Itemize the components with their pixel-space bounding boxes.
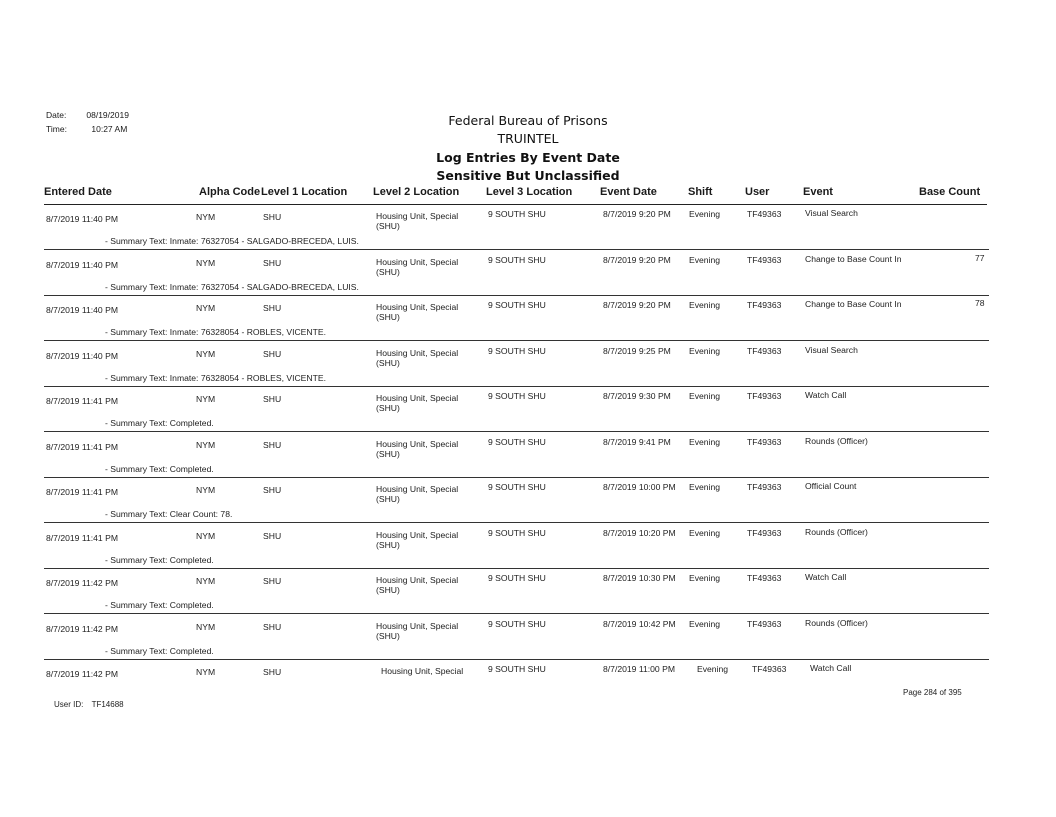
cell-level1: SHU [263,439,282,450]
cell-event: Change to Base Count In [805,253,902,264]
cell-event-date: 8/7/2019 10:20 PM [603,527,676,538]
cell-summary-text: - Summary Text: Completed. [105,600,214,610]
cell-entered-date: 8/7/2019 11:42 PM [46,578,118,588]
cell-event-date: 8/7/2019 9:30 PM [603,391,671,401]
cell-entered-date: 8/7/2019 11:40 PM [46,214,118,224]
cell-level3: 9 SOUTH SHU [488,618,546,629]
cell-event: Watch Call [805,572,847,582]
cell-level1: SHU [263,348,282,359]
cell-event: Rounds (Officer) [805,617,868,628]
row-divider [44,522,989,523]
cell-level2: Housing Unit, Special (SHU) [376,484,459,504]
cell-shift: Evening [689,618,721,629]
cell-user: TF49363 [747,300,782,310]
cell-level3: 9 SOUTH SHU [488,482,546,492]
system-name: TRUINTEL [497,131,559,146]
cell-alpha-code: NYM [196,439,216,450]
table-row [0,434,1056,479]
row-divider [44,431,989,432]
cell-shift: Evening [689,436,721,447]
cell-level1: SHU [263,257,282,268]
cell-event: Official Count [805,481,857,491]
table-row [0,297,1056,342]
footer-user-id [54,700,124,709]
cell-event-date: 8/7/2019 9:41 PM [603,436,671,447]
cell-alpha-code: NYM [196,257,216,268]
cell-event: Visual Search [805,344,858,355]
table-row [0,343,1056,388]
cell-shift: Evening [689,391,721,401]
cell-shift: Evening [689,254,721,265]
cell-alpha-code: NYM [196,621,216,632]
cell-event-date: 8/7/2019 10:30 PM [603,573,676,583]
cell-level1: SHU [263,621,282,632]
table-row [0,479,1056,524]
cell-user: TF49363 [752,664,787,674]
col-level3: Level 3 Location [486,186,573,198]
cell-entered-date: 8/7/2019 11:42 PM [46,623,118,634]
row-divider [44,386,989,387]
user-id-label: User ID: [54,700,84,709]
cell-summary-text: - Summary Text: Completed. [105,418,214,428]
cell-event-date: 8/7/2019 9:25 PM [603,345,671,356]
cell-entered-date: 8/7/2019 11:41 PM [46,396,118,406]
cell-shift: Evening [689,482,721,492]
cell-level3: 9 SOUTH SHU [488,436,546,447]
col-event-date: Event Date [600,186,657,198]
cell-level3: 9 SOUTH SHU [488,345,546,356]
cell-event: Rounds (Officer) [805,526,868,537]
cell-level1: SHU [263,485,282,495]
cell-level1: SHU [263,667,282,677]
row-divider [44,249,989,250]
cell-level3: 9 SOUTH SHU [488,209,546,219]
col-event: Event [803,186,833,198]
cell-event-date: 8/7/2019 10:00 PM [603,482,676,492]
cell-shift: Evening [697,664,729,674]
cell-alpha-code: NYM [196,303,216,313]
col-shift: Shift [688,186,713,198]
cell-level1: SHU [263,394,282,404]
cell-level2: Housing Unit, Special (SHU) [376,211,459,231]
cell-event-date: 8/7/2019 11:00 PM [603,664,675,674]
classification: Sensitive But Unclassified [436,168,620,183]
col-user: User [745,186,770,198]
col-level2: Level 2 Location [373,186,460,198]
cell-alpha-code: NYM [196,485,216,495]
cell-alpha-code: NYM [196,576,216,586]
cell-entered-date: 8/7/2019 11:41 PM [46,441,118,452]
header-divider [44,204,987,205]
cell-alpha-code: NYM [196,667,216,677]
cell-entered-date: 8/7/2019 11:40 PM [46,305,118,315]
cell-level3: 9 SOUTH SHU [488,573,546,583]
cell-user: TF49363 [747,482,782,492]
cell-alpha-code: NYM [196,348,216,359]
report-title: Log Entries By Event Date [436,150,620,165]
cell-summary-text: - Summary Text: Completed. [105,463,214,474]
row-divider [44,568,989,569]
time-value: 10:27 AM [91,124,128,134]
cell-alpha-code: NYM [196,394,216,404]
cell-level3: 9 SOUTH SHU [488,300,546,310]
table-row [0,661,1056,706]
cell-user: TF49363 [747,391,782,401]
cell-entered-date: 8/7/2019 11:41 PM [46,487,118,497]
cell-level1: SHU [263,303,282,313]
cell-summary-text: - Summary Text: Inmate: 76328054 - ROBLES, VICENTE. [105,372,326,383]
cell-level2: Housing Unit, Special (SHU) [376,256,459,277]
cell-level2: Housing Unit, Special (SHU) [376,438,459,459]
cell-level3: 9 SOUTH SHU [488,391,546,401]
cell-level3: 9 SOUTH SHU [488,527,546,538]
cell-user: TF49363 [747,254,782,265]
cell-entered-date: 8/7/2019 11:41 PM [46,532,118,543]
cell-entered-date: 8/7/2019 11:40 PM [46,350,118,361]
cell-event-date: 8/7/2019 10:42 PM [603,618,676,629]
cell-entered-date: 8/7/2019 11:42 PM [46,669,118,679]
table-row [0,616,1056,661]
cell-user: TF49363 [747,527,782,538]
cell-base-count: 78 [975,298,985,308]
cell-shift: Evening [689,209,721,219]
cell-user: TF49363 [747,436,782,447]
cell-base-count: 77 [975,252,985,263]
cell-user: TF49363 [747,209,782,219]
table-row [0,570,1056,615]
date-value: 08/19/2019 [86,110,129,120]
col-entered-date: Entered Date [44,186,112,198]
cell-level2: Housing Unit, Special (SHU) [376,620,459,641]
cell-event-date: 8/7/2019 9:20 PM [603,300,671,310]
cell-event: Rounds (Officer) [805,435,868,446]
cell-event: Watch Call [805,390,847,400]
table-row [0,206,1056,251]
row-divider [44,477,989,478]
row-divider [44,295,989,296]
page-number: Page 284 of 395 [903,688,962,697]
cell-event-date: 8/7/2019 9:20 PM [603,254,671,265]
cell-user: TF49363 [747,618,782,629]
cell-summary-text: - Summary Text: Inmate: 76328054 - ROBLES, VICENTE. [105,327,326,337]
table-row [0,525,1056,570]
col-base-count: Base Count [919,186,981,198]
date-label: Date: [46,110,67,120]
cell-event-date: 8/7/2019 9:20 PM [603,209,671,219]
cell-shift: Evening [689,345,721,356]
user-id-value: TF14688 [91,700,124,709]
cell-summary-text: - Summary Text: Clear Count: 78. [105,509,233,519]
row-divider [44,659,989,660]
cell-level2: Housing Unit, Special (SHU) [376,529,459,550]
row-divider [44,340,989,341]
cell-event: Change to Base Count In [805,299,902,309]
org-name: Federal Bureau of Prisons [448,113,608,128]
cell-summary-text: - Summary Text: Completed. [105,554,214,565]
col-alpha-code: Alpha Code [199,186,261,198]
cell-user: TF49363 [747,345,782,356]
cell-shift: Evening [689,300,721,310]
cell-level1: SHU [263,530,282,541]
cell-alpha-code: NYM [196,530,216,541]
cell-level2: Housing Unit, Special [381,666,464,676]
cell-level2: Housing Unit, Special (SHU) [376,575,459,595]
cell-level1: SHU [263,212,282,222]
cell-level3: 9 SOUTH SHU [488,664,546,674]
cell-event: Visual Search [805,208,858,218]
col-level1: Level 1 Location [261,186,348,198]
cell-level3: 9 SOUTH SHU [488,254,546,265]
cell-shift: Evening [689,527,721,538]
cell-entered-date: 8/7/2019 11:40 PM [46,259,118,270]
table-row [0,252,1056,297]
cell-alpha-code: NYM [196,212,216,222]
cell-summary-text: - Summary Text: Inmate: 76327054 - SALGADO-BRECEDA, LUIS. [105,281,359,292]
cell-event: Watch Call [810,663,852,673]
cell-level2: Housing Unit, Special (SHU) [376,393,459,413]
cell-shift: Evening [689,573,721,583]
table-row [0,388,1056,433]
cell-user: TF49363 [747,573,782,583]
cell-level1: SHU [263,576,282,586]
cell-level2: Housing Unit, Special (SHU) [376,347,459,368]
cell-summary-text: - Summary Text: Inmate: 76327054 - SALGADO-BRECEDA, LUIS. [105,236,359,246]
time-label: Time: [46,124,67,134]
row-divider [44,613,989,614]
cell-summary-text: - Summary Text: Completed. [105,645,214,656]
cell-level2: Housing Unit, Special (SHU) [376,302,459,322]
